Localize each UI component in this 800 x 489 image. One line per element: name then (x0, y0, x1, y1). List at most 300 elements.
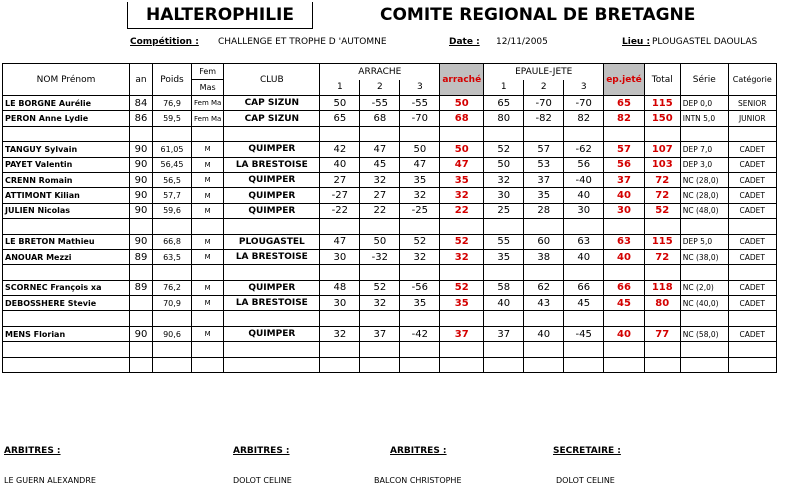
competition-value: CHALLENGE ET TROPHE D 'AUTOMNE (218, 37, 387, 47)
cell-club: LA BRESTOISE (224, 296, 320, 311)
cell-sex: M (192, 142, 224, 157)
empty-row (3, 265, 777, 280)
cell-arrache-3: 52 (400, 234, 440, 249)
cell-categorie: JUNIOR (728, 111, 776, 126)
cell-body-weight (153, 357, 192, 372)
cell-epaule-3 (564, 126, 604, 141)
cell-sex: M (192, 326, 224, 341)
cell-epaule-2: 35 (524, 188, 564, 203)
cell-total (644, 126, 680, 141)
cell-epaule-best (604, 126, 645, 141)
col-header-e2: 2 (524, 80, 564, 96)
cell-arrache-1: 50 (320, 96, 360, 111)
cell-club: QUIMPER (224, 326, 320, 341)
cell-club (224, 126, 320, 141)
cell-epaule-best: 65 (604, 96, 645, 111)
cell-total: 80 (644, 296, 680, 311)
cell-serie: NC (40,0) (680, 296, 728, 311)
cell-arrache-1 (320, 342, 360, 357)
cell-arrache-best (440, 311, 484, 326)
arbitre-1-name: LE GUERN ALEXANDRE (4, 476, 96, 485)
cell-arrache-3: 32 (400, 249, 440, 264)
cell-sex (192, 311, 224, 326)
date-label: Date : (449, 37, 480, 47)
table-row (3, 188, 777, 203)
arbitre-3-label: ARBITRES : (390, 446, 447, 456)
cell-birth-year: 90 (130, 157, 153, 172)
cell-athlete-name: DEBOSSHERE Stevie (3, 296, 130, 311)
cell-birth-year: 90 (130, 188, 153, 203)
cell-epaule-2: 57 (524, 142, 564, 157)
arbitre-1-label: ARBITRES : (4, 446, 61, 456)
cell-arrache-3: 32 (400, 188, 440, 203)
empty-row (3, 126, 777, 141)
cell-arrache-best: 47 (440, 157, 484, 172)
cell-arrache-3 (400, 311, 440, 326)
cell-epaule-best: 30 (604, 203, 645, 218)
cell-epaule-3: 56 (564, 157, 604, 172)
cell-arrache-2: 45 (360, 157, 400, 172)
competition-label: Compétition : (130, 37, 199, 47)
cell-arrache-2 (360, 219, 400, 234)
cell-total: 118 (644, 280, 680, 295)
cell-sex: M (192, 188, 224, 203)
cell-body-weight: 70,9 (153, 296, 192, 311)
cell-epaule-3 (564, 311, 604, 326)
table-row (3, 157, 777, 172)
cell-arrache-3: -70 (400, 111, 440, 126)
cell-club: QUIMPER (224, 280, 320, 295)
cell-arrache-3 (400, 342, 440, 357)
cell-body-weight: 63,5 (153, 249, 192, 264)
cell-total: 115 (644, 234, 680, 249)
cell-birth-year (130, 126, 153, 141)
cell-epaule-1 (484, 342, 524, 357)
cell-athlete-name: CRENN Romain (3, 172, 130, 187)
cell-epaule-1: 50 (484, 157, 524, 172)
place-value: PLOUGASTEL DAOULAS (652, 37, 758, 47)
cell-athlete-name (3, 219, 130, 234)
cell-birth-year: 89 (130, 280, 153, 295)
cell-epaule-1 (484, 219, 524, 234)
cell-serie: NC (28,0) (680, 172, 728, 187)
cell-arrache-best (440, 265, 484, 280)
cell-arrache-3 (400, 219, 440, 234)
cell-body-weight: 76,9 (153, 96, 192, 111)
cell-epaule-1 (484, 311, 524, 326)
cell-epaule-3 (564, 265, 604, 280)
cell-arrache-2 (360, 311, 400, 326)
cell-epaule-3: 30 (564, 203, 604, 218)
cell-serie: DEP 0,0 (680, 96, 728, 111)
cell-arrache-2 (360, 357, 400, 372)
cell-arrache-best (440, 357, 484, 372)
cell-epaule-3: 45 (564, 296, 604, 311)
cell-total (644, 357, 680, 372)
cell-arrache-1: 32 (320, 326, 360, 341)
cell-club (224, 265, 320, 280)
cell-arrache-2: 32 (360, 172, 400, 187)
table-row (3, 280, 777, 295)
cell-epaule-3 (564, 342, 604, 357)
cell-serie: DEP 5,0 (680, 234, 728, 249)
cell-epaule-1: 58 (484, 280, 524, 295)
cell-athlete-name: PERON Anne Lydie (3, 111, 130, 126)
cell-birth-year: 90 (130, 203, 153, 218)
empty-row (3, 342, 777, 357)
cell-epaule-1: 30 (484, 188, 524, 203)
cell-epaule-best: 57 (604, 142, 645, 157)
cell-serie (680, 265, 728, 280)
cell-sex (192, 265, 224, 280)
cell-arrache-2: 50 (360, 234, 400, 249)
cell-athlete-name: SCORNEC François xa (3, 280, 130, 295)
cell-epaule-2: 62 (524, 280, 564, 295)
cell-total: 115 (644, 96, 680, 111)
cell-arrache-2: 32 (360, 296, 400, 311)
cell-epaule-best: 45 (604, 296, 645, 311)
cell-athlete-name (3, 265, 130, 280)
cell-epaule-2: -70 (524, 96, 564, 111)
cell-epaule-best: 82 (604, 111, 645, 126)
cell-epaule-2: -82 (524, 111, 564, 126)
cell-epaule-2 (524, 265, 564, 280)
cell-serie: NC (48,0) (680, 203, 728, 218)
cell-epaule-3 (564, 357, 604, 372)
cell-birth-year (130, 357, 153, 372)
cell-birth-year: 90 (130, 326, 153, 341)
cell-epaule-best (604, 311, 645, 326)
cell-epaule-2: 53 (524, 157, 564, 172)
cell-categorie (728, 311, 776, 326)
cell-categorie: CADET (728, 157, 776, 172)
cell-categorie: CADET (728, 249, 776, 264)
secretaire-name: DOLOT CELINE (556, 476, 615, 485)
cell-total: 72 (644, 249, 680, 264)
cell-serie: INTN 5,0 (680, 111, 728, 126)
cell-arrache-2: -55 (360, 96, 400, 111)
cell-arrache-2: 68 (360, 111, 400, 126)
arbitre-3-name: BALCON CHRISTOPHE (374, 476, 462, 485)
cell-categorie: CADET (728, 326, 776, 341)
cell-arrache-best: 52 (440, 280, 484, 295)
cell-arrache-3: 50 (400, 142, 440, 157)
results-table (2, 63, 777, 373)
col-header-ep-best: ep.jeté (604, 64, 645, 96)
cell-sex: Fem Ma (192, 111, 224, 126)
col-header-e3: 3 (564, 80, 604, 96)
cell-epaule-3: -70 (564, 96, 604, 111)
empty-row (3, 311, 777, 326)
col-header-total: Total (644, 64, 680, 96)
cell-arrache-1 (320, 126, 360, 141)
cell-sex: M (192, 172, 224, 187)
cell-serie: NC (38,0) (680, 249, 728, 264)
cell-athlete-name: PAYET Valentin (3, 157, 130, 172)
cell-arrache-2: 47 (360, 142, 400, 157)
col-header-a1: 1 (320, 80, 360, 96)
cell-club (224, 311, 320, 326)
cell-body-weight: 59,5 (153, 111, 192, 126)
cell-total: 103 (644, 157, 680, 172)
cell-epaule-best: 40 (604, 188, 645, 203)
col-header-arrache: ARRACHE (320, 64, 440, 80)
cell-epaule-best (604, 342, 645, 357)
cell-sex (192, 219, 224, 234)
cell-birth-year: 86 (130, 111, 153, 126)
cell-athlete-name (3, 311, 130, 326)
cell-sex: M (192, 234, 224, 249)
cell-epaule-1 (484, 357, 524, 372)
cell-arrache-best: 32 (440, 188, 484, 203)
cell-arrache-best (440, 219, 484, 234)
results-body (3, 96, 777, 373)
cell-arrache-best (440, 126, 484, 141)
cell-club: QUIMPER (224, 142, 320, 157)
cell-epaule-2: 43 (524, 296, 564, 311)
cell-total (644, 219, 680, 234)
cell-epaule-2 (524, 126, 564, 141)
cell-birth-year: 84 (130, 96, 153, 111)
col-header-an: an (130, 64, 153, 96)
arbitre-2-name: DOLOT CELINE (233, 476, 292, 485)
cell-total: 77 (644, 326, 680, 341)
cell-birth-year (130, 219, 153, 234)
cell-body-weight: 76,2 (153, 280, 192, 295)
cell-body-weight: 59,6 (153, 203, 192, 218)
cell-club (224, 357, 320, 372)
cell-arrache-best (440, 342, 484, 357)
cell-epaule-3: -40 (564, 172, 604, 187)
cell-epaule-1: 80 (484, 111, 524, 126)
cell-arrache-2 (360, 126, 400, 141)
cell-epaule-3: -62 (564, 142, 604, 157)
cell-club: LA BRESTOISE (224, 249, 320, 264)
cell-arrache-1 (320, 357, 360, 372)
cell-arrache-3: 35 (400, 172, 440, 187)
cell-sex: Fem Ma (192, 96, 224, 111)
cell-arrache-3: -25 (400, 203, 440, 218)
cell-birth-year (130, 296, 153, 311)
table-row (3, 111, 777, 126)
cell-serie (680, 342, 728, 357)
cell-epaule-best (604, 219, 645, 234)
cell-categorie (728, 126, 776, 141)
cell-arrache-best: 35 (440, 172, 484, 187)
col-header-serie: Série (680, 64, 728, 96)
cell-athlete-name: LE BRETON Mathieu (3, 234, 130, 249)
cell-epaule-2 (524, 219, 564, 234)
cell-arrache-best: 22 (440, 203, 484, 218)
cell-epaule-3: 40 (564, 249, 604, 264)
cell-arrache-3 (400, 265, 440, 280)
cell-arrache-2: 22 (360, 203, 400, 218)
cell-serie: NC (2,0) (680, 280, 728, 295)
cell-arrache-1: 30 (320, 249, 360, 264)
cell-serie (680, 357, 728, 372)
cell-epaule-best: 37 (604, 172, 645, 187)
cell-arrache-2: -32 (360, 249, 400, 264)
cell-serie (680, 311, 728, 326)
cell-serie: NC (28,0) (680, 188, 728, 203)
cell-epaule-best (604, 357, 645, 372)
organization-title: COMITE REGIONAL DE BRETAGNE (380, 5, 696, 25)
cell-club (224, 219, 320, 234)
cell-categorie: CADET (728, 172, 776, 187)
cell-arrache-best: 52 (440, 234, 484, 249)
cell-arrache-1 (320, 311, 360, 326)
cell-epaule-best: 40 (604, 249, 645, 264)
cell-epaule-3: 82 (564, 111, 604, 126)
cell-categorie: CADET (728, 234, 776, 249)
table-row (3, 326, 777, 341)
cell-arrache-1: 27 (320, 172, 360, 187)
cell-arrache-3 (400, 126, 440, 141)
cell-epaule-3: 40 (564, 188, 604, 203)
cell-total: 52 (644, 203, 680, 218)
cell-arrache-1: 40 (320, 157, 360, 172)
table-row (3, 296, 777, 311)
cell-arrache-best: 35 (440, 296, 484, 311)
cell-birth-year (130, 342, 153, 357)
cell-arrache-best: 37 (440, 326, 484, 341)
cell-arrache-2: 37 (360, 326, 400, 341)
cell-arrache-3: -42 (400, 326, 440, 341)
cell-sex: M (192, 249, 224, 264)
cell-epaule-2: 60 (524, 234, 564, 249)
cell-sex: M (192, 157, 224, 172)
cell-epaule-best: 40 (604, 326, 645, 341)
cell-serie: NC (58,0) (680, 326, 728, 341)
cell-categorie (728, 342, 776, 357)
cell-sex: M (192, 280, 224, 295)
cell-arrache-2 (360, 342, 400, 357)
cell-epaule-best: 66 (604, 280, 645, 295)
cell-epaule-1: 35 (484, 249, 524, 264)
col-header-sex-top: Fem (192, 64, 224, 80)
cell-body-weight (153, 265, 192, 280)
cell-body-weight (153, 219, 192, 234)
cell-birth-year (130, 311, 153, 326)
cell-sex (192, 357, 224, 372)
cell-body-weight: 56,5 (153, 172, 192, 187)
cell-arrache-3: 47 (400, 157, 440, 172)
cell-athlete-name (3, 357, 130, 372)
table-row (3, 96, 777, 111)
cell-athlete-name: ATTIMONT Kilian (3, 188, 130, 203)
cell-body-weight: 66,8 (153, 234, 192, 249)
cell-arrache-best: 32 (440, 249, 484, 264)
col-header-club: CLUB (224, 64, 320, 96)
cell-arrache-1: -27 (320, 188, 360, 203)
cell-arrache-3 (400, 357, 440, 372)
cell-total: 72 (644, 172, 680, 187)
cell-serie: DEP 7,0 (680, 142, 728, 157)
cell-club: QUIMPER (224, 203, 320, 218)
cell-categorie (728, 219, 776, 234)
cell-birth-year: 90 (130, 172, 153, 187)
empty-row (3, 357, 777, 372)
cell-arrache-best: 50 (440, 96, 484, 111)
cell-body-weight (153, 342, 192, 357)
cell-serie (680, 126, 728, 141)
col-header-sex-bottom: Mas (192, 80, 224, 96)
cell-epaule-best (604, 265, 645, 280)
cell-categorie: CADET (728, 296, 776, 311)
cell-total: 107 (644, 142, 680, 157)
cell-sex (192, 126, 224, 141)
cell-athlete-name: JULIEN Nicolas (3, 203, 130, 218)
table-row (3, 249, 777, 264)
cell-categorie: SENIOR (728, 96, 776, 111)
cell-epaule-2 (524, 342, 564, 357)
cell-athlete-name (3, 342, 130, 357)
cell-epaule-1: 55 (484, 234, 524, 249)
cell-body-weight: 57,7 (153, 188, 192, 203)
cell-birth-year: 90 (130, 234, 153, 249)
cell-birth-year: 90 (130, 142, 153, 157)
cell-arrache-3: 35 (400, 296, 440, 311)
col-header-categorie: Catégorie (728, 64, 776, 96)
cell-total: 72 (644, 188, 680, 203)
cell-arrache-1: 48 (320, 280, 360, 295)
col-header-arrache-best: arraché (440, 64, 484, 96)
cell-arrache-1: 65 (320, 111, 360, 126)
cell-total (644, 342, 680, 357)
cell-epaule-best: 63 (604, 234, 645, 249)
cell-birth-year: 89 (130, 249, 153, 264)
cell-categorie: CADET (728, 203, 776, 218)
cell-arrache-1 (320, 219, 360, 234)
cell-athlete-name: ANOUAR Mezzi (3, 249, 130, 264)
cell-arrache-best: 50 (440, 142, 484, 157)
cell-epaule-1: 37 (484, 326, 524, 341)
cell-arrache-best: 68 (440, 111, 484, 126)
cell-epaule-2 (524, 357, 564, 372)
cell-total (644, 311, 680, 326)
cell-sex: M (192, 203, 224, 218)
cell-body-weight: 56,45 (153, 157, 192, 172)
cell-epaule-1: 40 (484, 296, 524, 311)
cell-epaule-3: 63 (564, 234, 604, 249)
cell-epaule-1: 32 (484, 172, 524, 187)
cell-epaule-3 (564, 219, 604, 234)
col-header-name: NOM Prénom (3, 64, 130, 96)
cell-epaule-1 (484, 126, 524, 141)
cell-categorie: CADET (728, 188, 776, 203)
cell-arrache-1: 42 (320, 142, 360, 157)
cell-club: QUIMPER (224, 172, 320, 187)
cell-arrache-2 (360, 265, 400, 280)
cell-total: 150 (644, 111, 680, 126)
empty-row (3, 219, 777, 234)
cell-serie (680, 219, 728, 234)
cell-club (224, 342, 320, 357)
col-header-e1: 1 (484, 80, 524, 96)
cell-athlete-name (3, 126, 130, 141)
col-header-a3: 3 (400, 80, 440, 96)
col-header-epaule: EPAULE-JETE (484, 64, 604, 80)
cell-sex (192, 342, 224, 357)
cell-categorie (728, 265, 776, 280)
cell-club: QUIMPER (224, 188, 320, 203)
cell-body-weight (153, 126, 192, 141)
cell-epaule-1 (484, 265, 524, 280)
table-row (3, 203, 777, 218)
cell-epaule-1: 52 (484, 142, 524, 157)
cell-club: CAP SIZUN (224, 111, 320, 126)
cell-categorie: CADET (728, 142, 776, 157)
